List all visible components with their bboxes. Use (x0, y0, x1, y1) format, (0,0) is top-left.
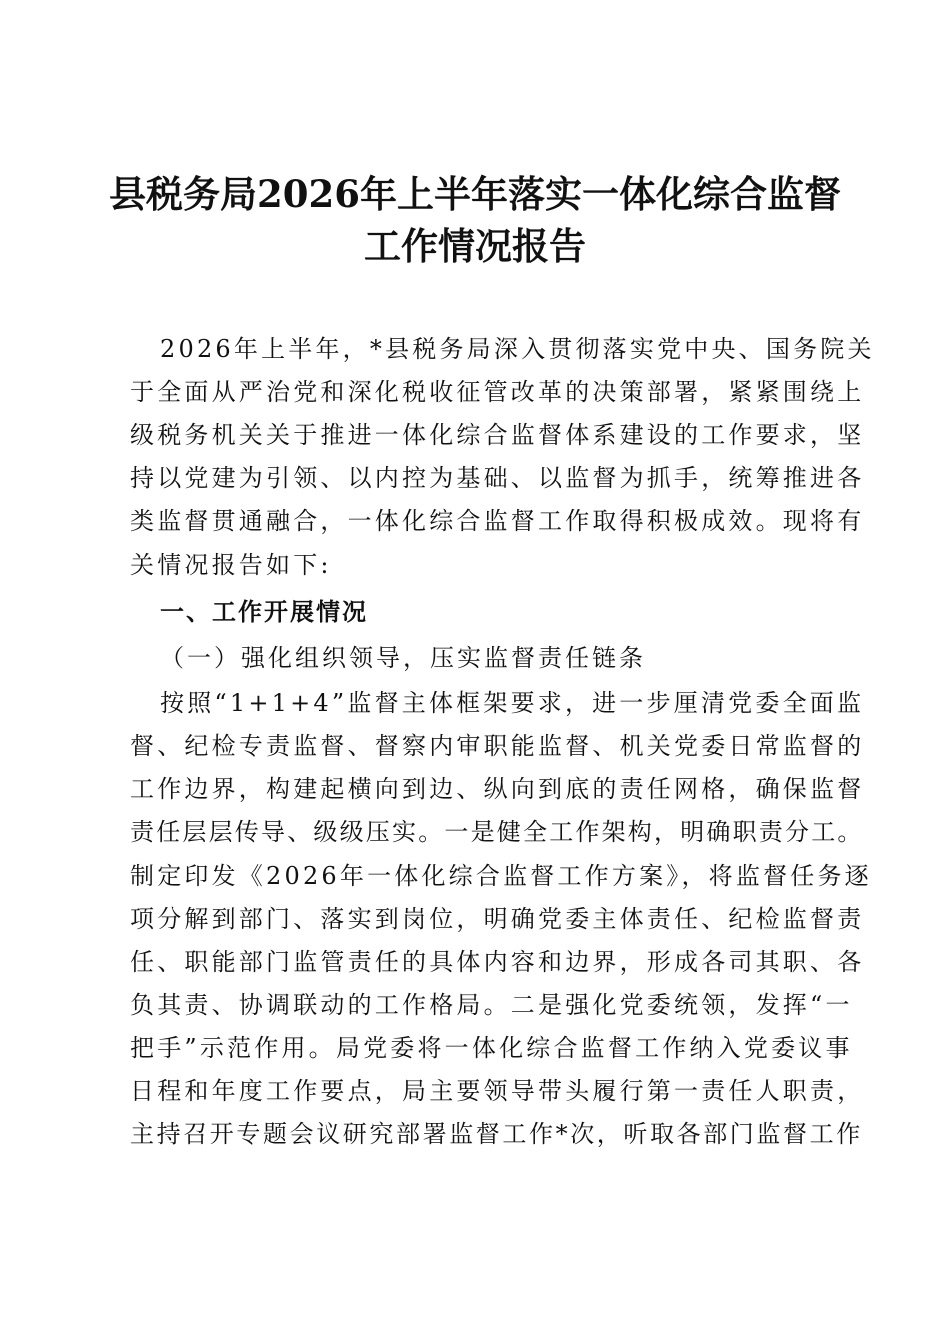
body-line: 把手”示范作用。局党委将一体化综合监督工作纳入党委议事 (130, 1034, 853, 1062)
body-line: 任、职能部门监管责任的具体内容和边界，形成各司其职、各 (130, 948, 865, 976)
body-line: 工作边界，构建起横向到边、纵向到底的责任网格，确保监督 (130, 775, 865, 803)
body-line: 主持召开专题会议研究部署监督工作*次，听取各部门监督工作 (130, 1120, 863, 1148)
subsection-heading: （一）强化组织领导，压实监督责任链条 (160, 644, 646, 672)
intro-line: 于全面从严治党和深化税收征管改革的决策部署，紧紧围绕上 (130, 378, 865, 406)
body-line: 日程和年度工作要点，局主要领导带头履行第一责任人职责， (130, 1077, 865, 1105)
body-line: 制定印发《2026年一体化综合监督工作方案》，将监督任务逐 (130, 862, 872, 890)
body-line: 负其责、协调联动的工作格局。二是强化党委统领，发挥“一 (130, 991, 853, 1019)
body-line: 责任层层传导、级级压实。一是健全工作架构，明确职责分工。 (130, 818, 864, 846)
body-line: 项分解到部门、落实到岗位，明确党委主体责任、纪检监督责 (130, 905, 865, 933)
document-title-line-2: 工作情况报告 (364, 224, 586, 268)
body-line: 督、纪检专责监督、督察内审职能监督、机关党委日常监督的 (130, 732, 865, 760)
document-title-line-1: 县税务局2026年上半年落实一体化综合监督 (109, 172, 841, 216)
intro-line: 持以党建为引领、以内控为基础、以监督为抓手，统筹推进各 (130, 464, 865, 492)
intro-line: 级税务机关关于推进一体化综合监督体系建设的工作要求，坚 (130, 421, 865, 449)
intro-line: 关情况报告如下: (130, 551, 332, 579)
body-line: 按照“1+1+4”监督主体框架要求，进一步厘清党委全面监 (160, 689, 865, 717)
intro-line: 类监督贯通融合，一体化综合监督工作取得积极成效。现将有 (130, 507, 865, 535)
intro-line: 2026年上半年，*县税务局深入贯彻落实党中央、国务院关 (160, 335, 875, 363)
section-heading: 一、工作开展情况 (160, 598, 368, 626)
